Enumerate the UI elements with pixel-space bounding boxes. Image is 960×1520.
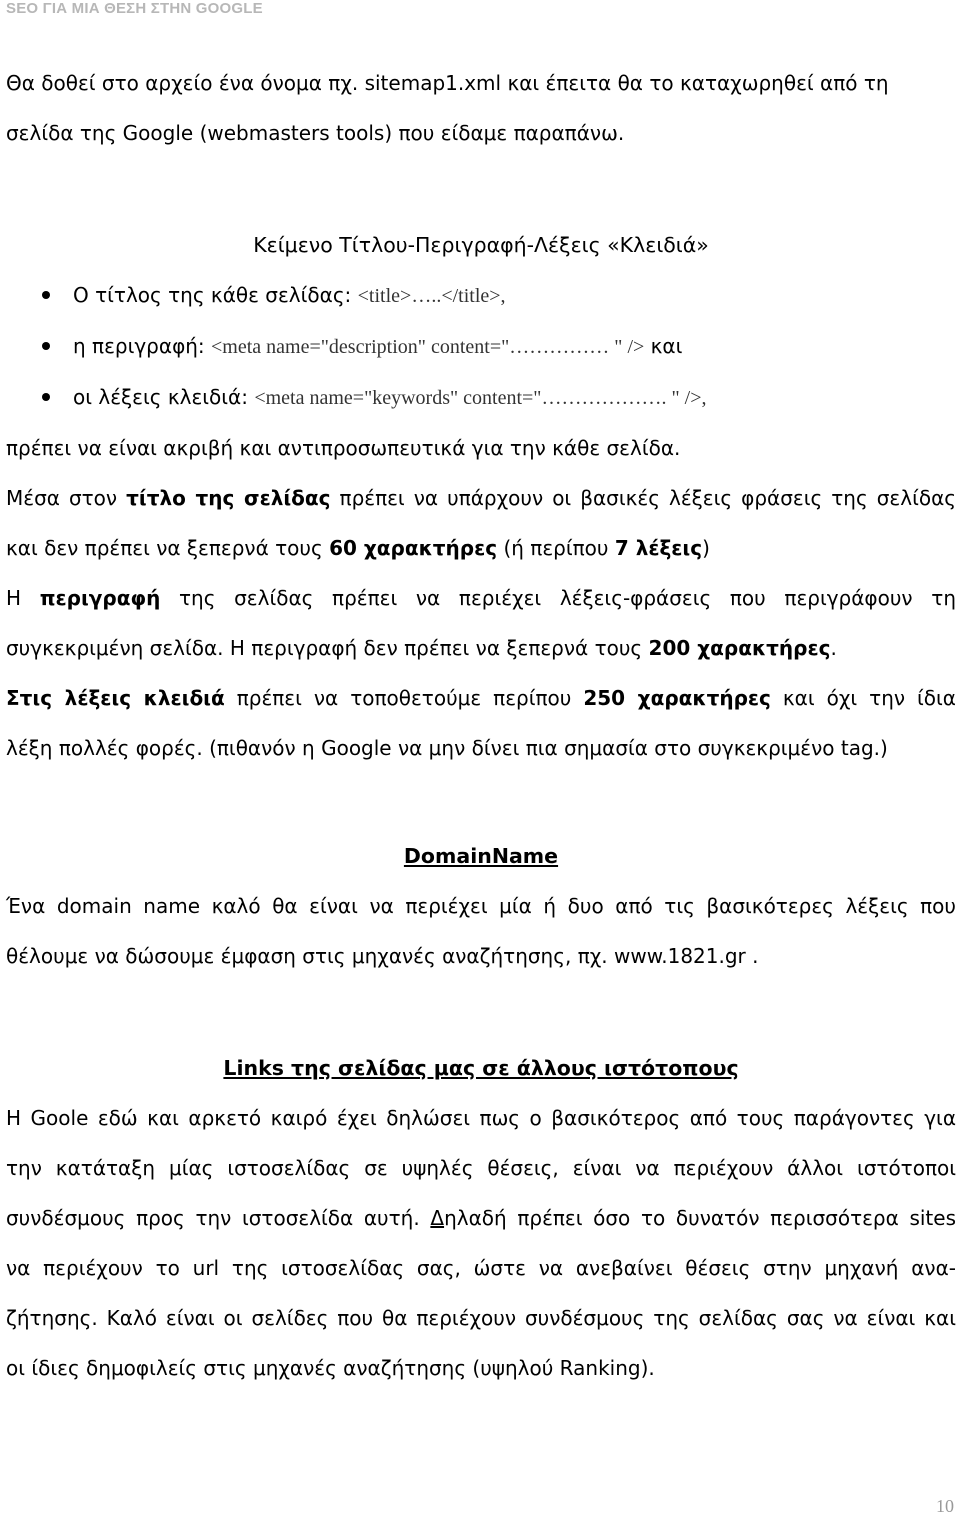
paragraph-line: οι ίδιες δημοφιλείς στις μηχανές αναζήτησης (υψηλού Ranking). (6, 1356, 655, 1380)
paragraph-line (6, 473, 956, 523)
document-body (6, 58, 956, 1393)
bold-run: 7 λέξεις (614, 536, 703, 560)
text-run: Μέσα στον (6, 486, 127, 510)
bullet-code: <meta name="keywords" content="………………. " />, (254, 387, 707, 409)
bullet-keywords (6, 372, 956, 423)
bullet-label: η περιγραφή: (73, 334, 212, 358)
paragraph-line (6, 623, 956, 673)
paragraph-line: να περιέχουν το url της ιστοσελίδας σας, ώστε να ανεβαίνει θέσεις στην μηχανή ανα- (6, 1256, 956, 1280)
bold-run: τίτλο της σελίδας (126, 486, 331, 510)
page-number: 10 (936, 1496, 954, 1516)
text-run: ) (702, 536, 710, 560)
paragraph-line: λέξη πολλές φορές. (πιθανόν η Google να μην δίνει πια σημασία στο συγκεκριμένο tag.) (6, 736, 888, 760)
bullet-dot-icon (42, 393, 50, 401)
text-run: ηλαδή πρέπει όσο το δυνατόν περισσότερα sites (444, 1206, 956, 1230)
bold-run: 200 χαρακτήρες (648, 636, 831, 660)
paragraph-line: Ένα domain name καλό θα είναι να περιέχει μία ή δυο από τις βασικότερες λέξεις που (6, 894, 956, 918)
paragraph-line (6, 673, 956, 723)
intro-line-2: σελίδα της Google (webmasters tools) που είδαμε παραπάνω. (6, 121, 625, 145)
after-bullets-line: πρέπει να είναι ακριβή και αντιπροσωπευτικά για την κάθε σελίδα. (6, 436, 681, 460)
section-heading-domainname: DomainName (403, 844, 559, 868)
bullet-code: <title>…..</title>, (357, 285, 506, 307)
text-run: (ή περίπου (497, 536, 615, 560)
bullet-title (6, 270, 956, 321)
text-run: πρέπει να τοποθετούμε περίπου (224, 686, 584, 710)
paragraph-line: θέλουμε να δώσουμε έμφαση στις μηχανές αναζήτησης, πχ. www.1821.gr . (6, 944, 759, 968)
bullet-dot-icon (42, 342, 50, 350)
text-run: Η (6, 586, 40, 610)
text-run: της σελίδας πρέπει να περιέχει λέξεις-φράσεις που περιγράφουν τη (160, 586, 956, 610)
bold-run: 60 χαρακτήρες (329, 536, 498, 560)
bullet-code: <meta name="description" content="…………… " /> (211, 336, 645, 358)
text-run: πρέπει να υπάρχουν οι βασικές λέξεις φράσεις της σελίδας (330, 486, 956, 510)
bold-run: περιγραφή (39, 586, 161, 610)
bold-run: 250 χαρακτήρες (583, 686, 771, 710)
intro-line-1: Θα δοθεί στο αρχείο ένα όνομα πχ. sitemap1.xml και έπειτα θα το καταχωρηθεί από τη (6, 71, 889, 95)
section-heading-links: Links της σελίδας μας σε άλλους ιστότοπους (223, 1056, 739, 1080)
text-run: συγκεκριμένη σελίδα. Η περιγραφή δεν πρέπει να ξεπερνά τους (6, 636, 649, 660)
paragraph-line (6, 1193, 956, 1243)
bullet-description (6, 321, 956, 372)
paragraph-line: ζήτησης. Καλό είναι οι σελίδες που θα περιέχουν συνδέσμους της σελίδας σας να είναι και (6, 1306, 956, 1330)
underlined-run: Δ (430, 1206, 445, 1230)
running-header: SEO ΓΙΑ ΜΙΑ ΘΕΣΗ ΣΤΗΝ GOOGLE (6, 0, 263, 17)
text-run: συνδέσμους προς την ιστοσελίδα αυτή. (6, 1206, 431, 1230)
paragraph-line: την κατάταξη μίας ιστοσελίδας σε υψηλές θέσεις, είναι να περιέχουν άλλοι ιστότοποι (6, 1156, 956, 1180)
bullet-label: οι λέξεις κλειδιά: (73, 385, 255, 409)
paragraph-line (6, 573, 956, 623)
bullet-dot-icon (42, 291, 50, 299)
bullet-label: Ο τίτλος της κάθε σελίδας: (73, 283, 358, 307)
text-run: και όχι την ίδια (770, 686, 956, 710)
bullet-tail: και (644, 334, 683, 358)
paragraph-line: Η Goole εδώ και αρκετό καιρό έχει δηλώσει πως ο βασικότερος από τους παράγοντες για (6, 1106, 956, 1130)
bold-run: Στις λέξεις κλειδιά (6, 686, 225, 710)
text-run: και δεν πρέπει να ξεπερνά τους (6, 536, 330, 560)
section-heading-keywords: Κείμενο Τίτλου-Περιγραφή-Λέξεις «Κλειδιά» (253, 233, 709, 257)
paragraph-line (6, 523, 956, 573)
text-run: . (830, 636, 837, 660)
